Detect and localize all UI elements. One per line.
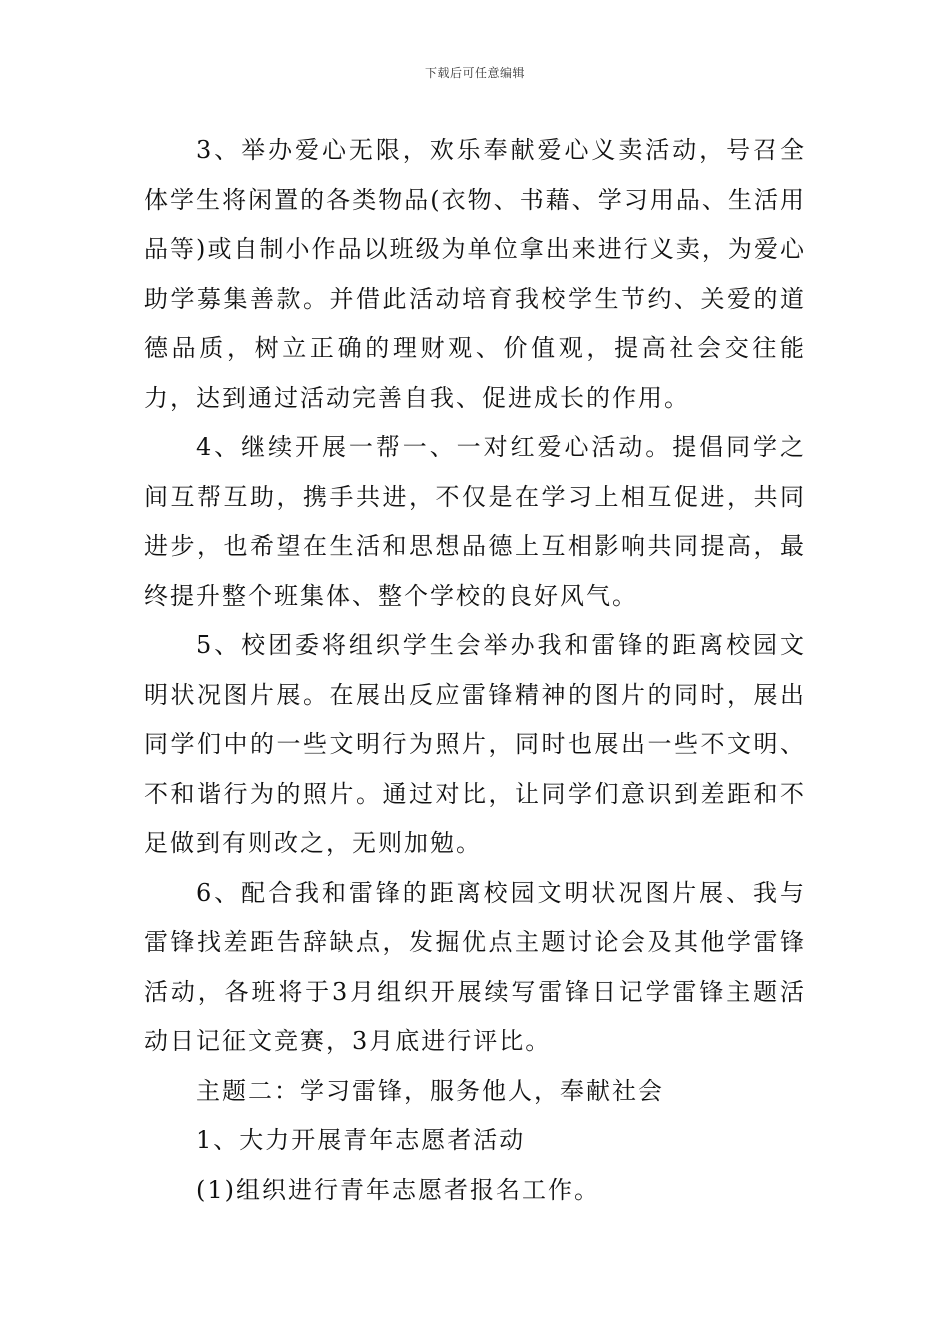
paragraph-item-6: 6、配合我和雷锋的距离校园文明状况图片展、我与雷锋找差距告辞缺点，发掘优点主题讨论会及其他学雷锋活动，各班将于3月组织开展续写雷锋日记学雷锋主题活动日记征文竞赛，3月底进行评比。 [144,878,806,1055]
paragraph-item-5: 5、校团委将组织学生会举办我和雷锋的距离校园文明状况图片展。在展出反应雷锋精神的图片的同时，展出同学们中的一些文明行为照片，同时也展出一些不文明、不和谐行为的照片。通过对比，让同学们意识到差距和不足做到有则改之，无则加勉。 [144,631,806,857]
list-item-volunteer-registration: (1)组织进行青年志愿者报名工作。 [196,1175,600,1204]
document-body [144,126,806,1215]
subheading-volunteer-activities: 1、大力开展青年志愿者活动 [196,1126,526,1154]
section-heading-theme-two: 主题二：学习雷锋，服务他人，奉献社会 [196,1076,664,1105]
paragraph-item-3: 3、举办爱心无限，欢乐奉献爱心义卖活动，号召全体学生将闲置的各类物品(衣物、书藉、学习用品、生活用品等)或自制小作品以班级为单位拿出来进行义卖，为爱心助学募集善款。并借此活动培育我校学生节约、关爱的道德品质，树立正确的理财观、价值观，提高社会交往能力，达到通过活动完善自我、促进成长的作用。 [144,136,806,412]
paragraph-item-4: 4、继续开展一帮一、一对红爱心活动。提倡同学之间互帮互助，携手共进，不仅是在学习上相互促进，共同进步，也希望在生活和思想品德上互相影响共同提高，最终提升整个班集体、整个学校的良好风气。 [144,433,806,610]
page-header: 下载后可任意编辑 [424,66,525,80]
